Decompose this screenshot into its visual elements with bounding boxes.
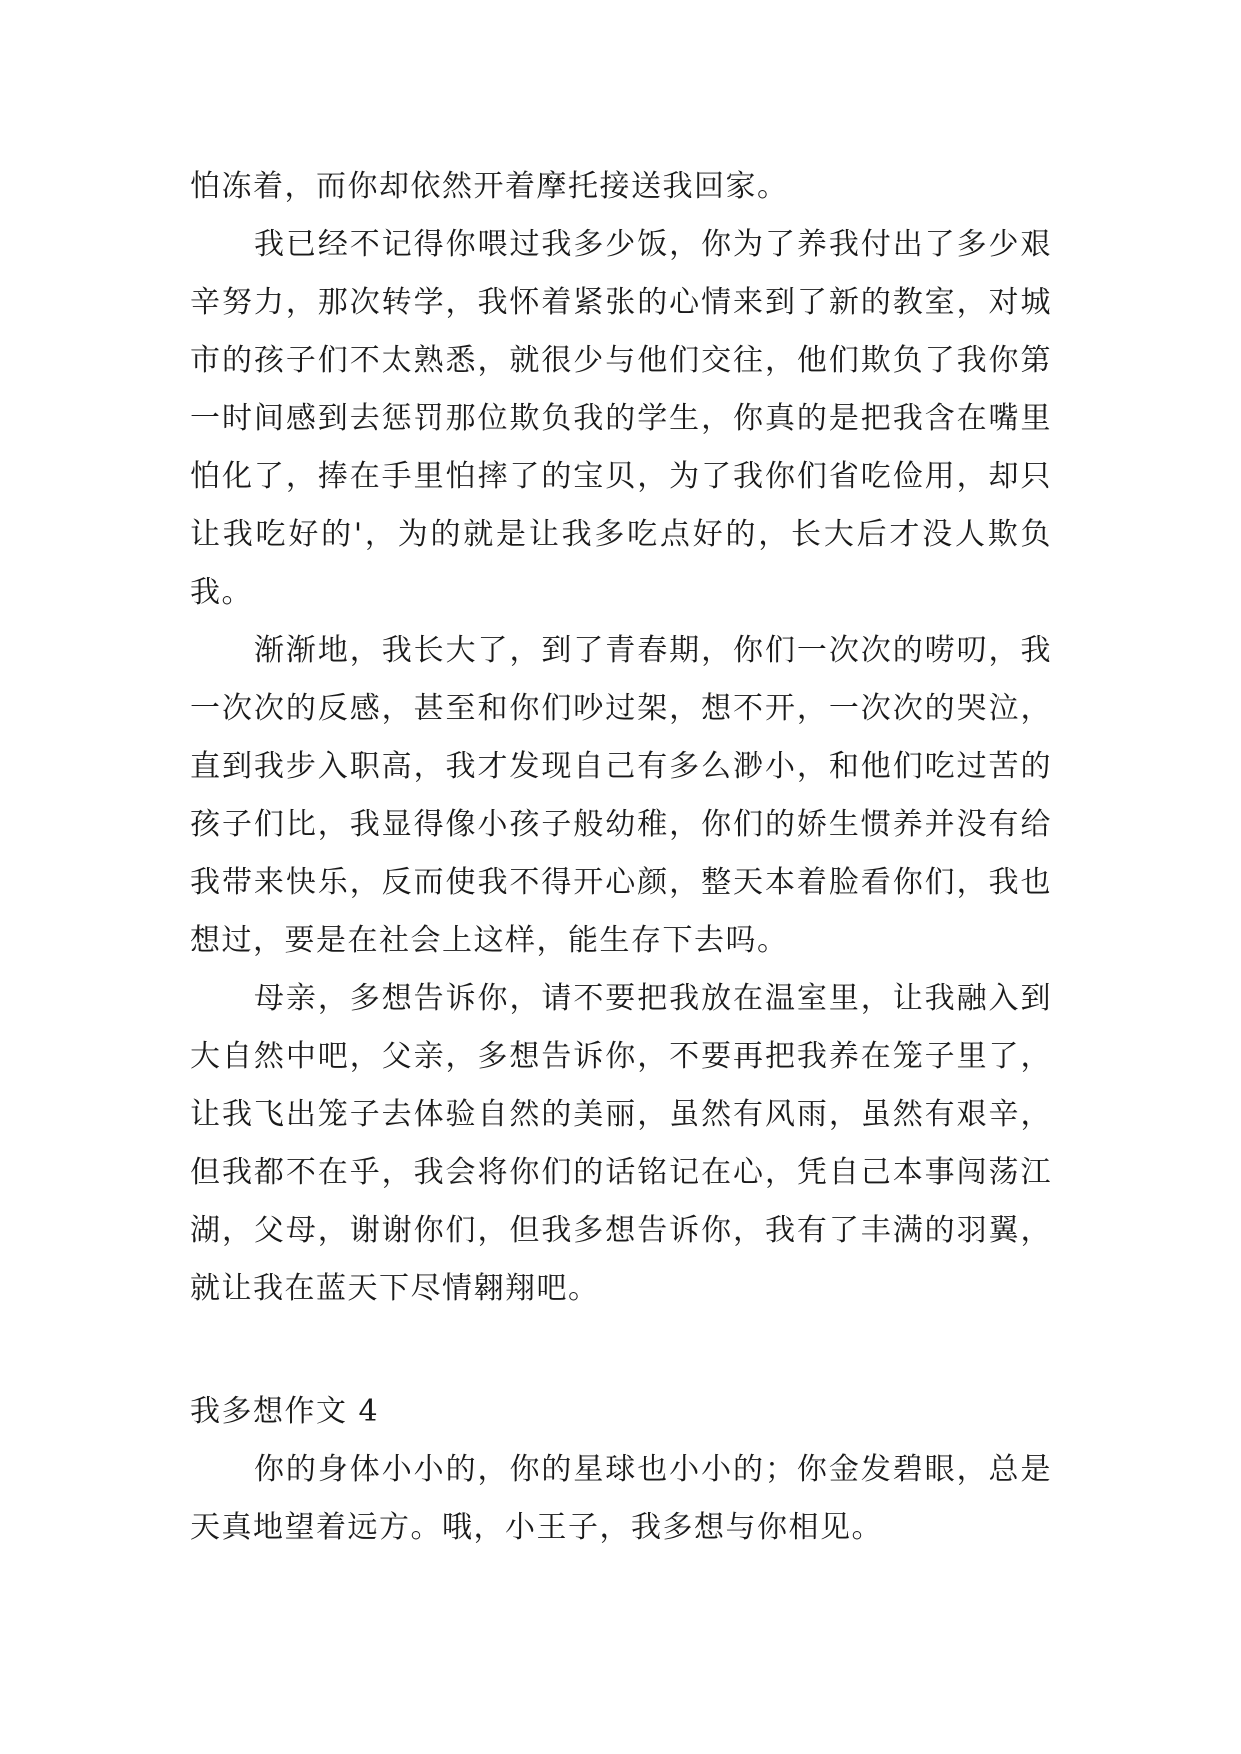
essay-body — [190, 158, 1052, 1318]
section-paragraph: 你的身体小小的，你的星球也小小的；你金发碧眼，总是天真地望着远方。哦，小王子，我多想与你相见。 — [190, 1452, 1052, 1545]
continued-paragraph: 怕冻着，而你却依然开着摩托接送我回家。 — [190, 169, 789, 204]
paragraph-1: 我已经不记得你喂过我多少饭，你为了养我付出了多少艰辛努力，那次转学，我怀着紧张的心情来到了新的教室，对城市的孩子们不太熟悉，就很少与他们交往，他们欺负了我你第一时间感到去惩罚那位欺负我的学生，你真的是把我含在嘴里怕化了，捧在手里怕摔了的宝贝，为了我你们省吃俭用，却只让我吃好的'，为的就是让我多吃点好的，长大后才没人欺负我。 — [190, 227, 1052, 610]
section-heading: 我多想作文 4 — [190, 1394, 380, 1429]
paragraph-3: 母亲，多想告诉你，请不要把我放在温室里，让我融入到大自然中吧，父亲，多想告诉你，不要再把我养在笼子里了，让我飞出笼子去体验自然的美丽，虽然有风雨，虽然有艰辛，但我都不在乎，我会将你们的话铭记在心，凭自己本事闯荡江湖，父母，谢谢你们，但我多想告诉你，我有了丰满的羽翼，就让我在蓝天下尽情翱翔吧。 — [190, 981, 1052, 1306]
paragraph-2: 渐渐地，我长大了，到了青春期，你们一次次的唠叨，我一次次的反感，甚至和你们吵过架，想不开，一次次的哭泣，直到我步入职高，我才发现自己有多么渺小，和他们吃过苦的孩子们比，我显得像小孩子般幼稚，你们的娇生惯养并没有给我带来快乐，反而使我不得开心颜，整天本着脸看你们，我也想过，要是在社会上这样，能生存下去吗。 — [190, 633, 1052, 958]
section-body — [190, 1441, 1052, 1557]
